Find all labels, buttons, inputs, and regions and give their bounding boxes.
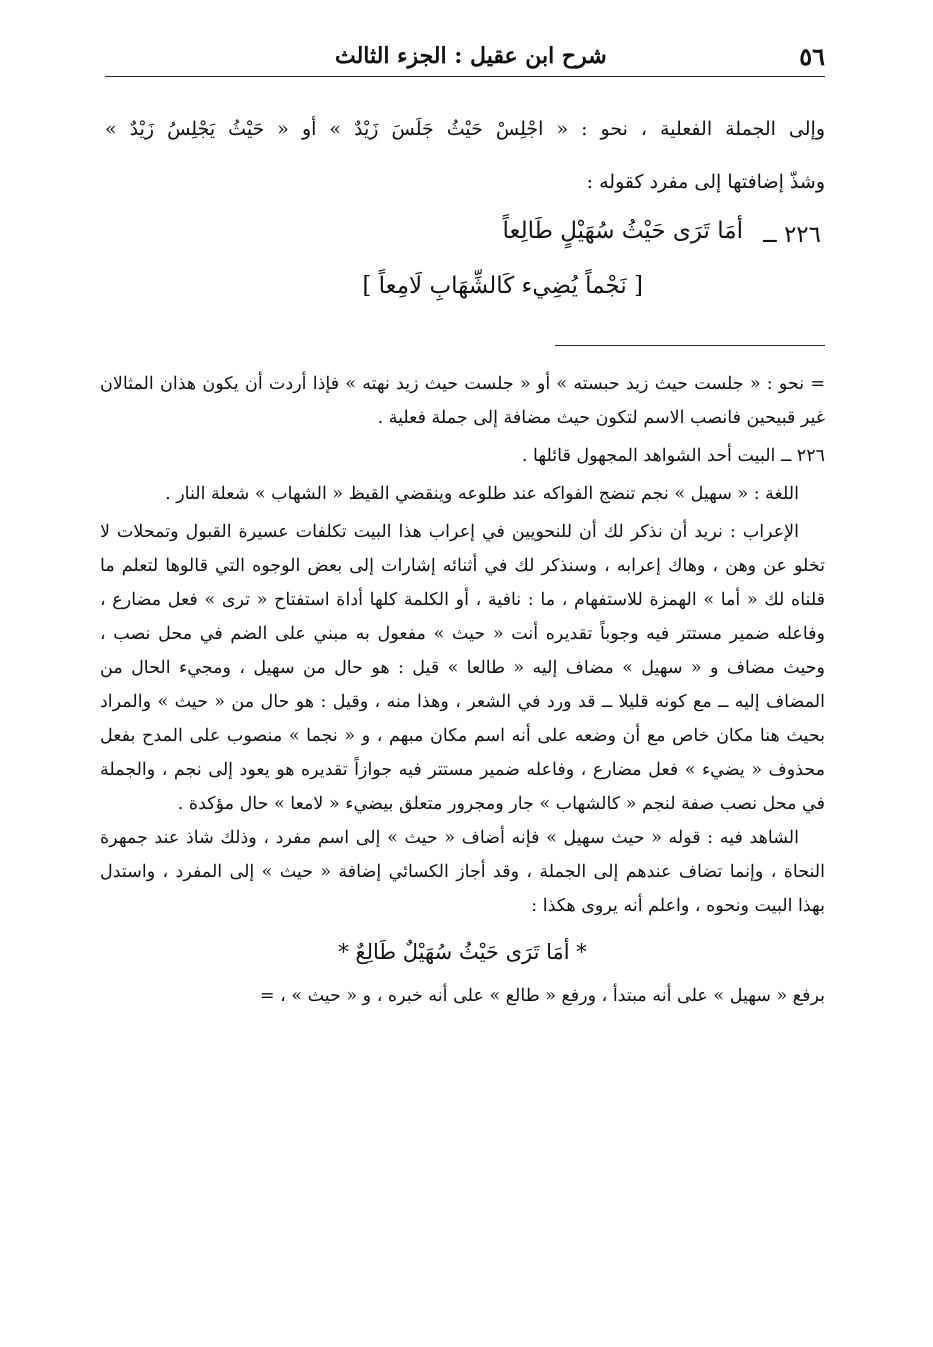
footnote-226-heading: ٢٢٦ ــ البيت أحد الشواهد المجهول قائلها . [521, 446, 825, 466]
footnote-final-line: برفع « سهيل » على أنه مبتدأ ، ورفع « طالع » على أنه خبره ، و « حيث » ، = [259, 986, 825, 1006]
verse-first-hemistich: أمَا تَرَى حَيْثُ سُهَيْلٍ طَالِعاً [502, 218, 743, 244]
page-header [105, 36, 825, 77]
verse-second-hemistich: [ نَجْماً يُضِيء كَالشِّهَابِ لَامِعاً ] [362, 273, 643, 299]
verse-number: ٢٢٦ ــ [763, 222, 821, 248]
footnote-parsing: الإعراب : نريد أن نذكر لك أن للنحويين في إعراب هذا البيت تكلفات عسيرة القبول وتمحلات لا تخلو عن وهن ، وهاك إعرابه ، وسنذكر لك في أثنائه إشارات إلى بعض الوجوه التي قالوها لتعلم ما قلناه لك « أما » الهمزة للاستفهام ، ما : نافية ، أو الكلمة كلها أداة استفتاح « ترى » فعل مضارع ، وفاعله ضمير مستتر فيه وجوباً تقديره أنت « حيث » مفعول به مبني على الضم في محل نصب ، وحيث مضاف و « سهيل » مضاف إليه « طالعا » قيل : هو حال من سهيل ، ومجيء الحال من المضاف إليه ــ مع كونه قليلا ــ قد ورد في الشعر ، وهذا منه ، وقيل : هو حال من « حيث » والمراد بحيث هنا مكان خاص مع أن وضعه على أنه اسم مكان مبهم ، و « نجما » منصوب على المدح بفعل محذوف « يضيء » فعل مضارع ، وفاعله ضمير مستتر فيه جوازاً تقديره هو يعود إلى نجم ، والجملة في محل نصب صفة لنجم « كالشهاب » جار ومجرور متعلق بيضيء « لامعا » حال مؤكدة . [100, 522, 825, 814]
main-text-line-1: وإلى الجملة الفعلية ، نحو : « اجْلِسْ حَيْثُ جَلَسَ زَيْدٌ » أو « حَيْثُ يَجْلِسُ زَيْدٌ » [105, 118, 825, 140]
footnote-verse-variant: * أمَا تَرَى حَيْثُ سُهَيْلٌ طَالِعٌ * [338, 940, 587, 964]
footnote-continuation: = نحو : « جلست حيث زيد حبسته » أو « جلست حيث زيد نهته » فإذا أردت أن يكون هذان المثالان غير قبيحين فانصب الاسم لتكون حيث مضافة إلى جملة فعلية . [100, 374, 825, 428]
page-number: ٥٦ [799, 41, 825, 71]
footnote-evidence: الشاهد فيه : قوله « حيث سهيل » فإنه أضاف « حيث » إلى اسم مفرد ، وذلك شاذ عند جمهرة النحاة ، وإنما تضاف عندهم إلى الجملة ، وقد أجاز الكسائي إضافة « حيث » إلى المفرد ، واستدل بهذا البيت ونحوه ، واعلم أنه يروى هكذا : [100, 828, 825, 916]
main-text-line-2: وشذّ إضافتها إلى مفرد كقوله : [586, 171, 825, 193]
footnote-language: اللغة : « سهيل » نجم تنضج الفواكه عند طلوعه وينقضي القيظ « الشهاب » شعلة النار . [165, 484, 799, 504]
footnote-separator [555, 345, 825, 346]
running-title: شرح ابن عقيل : الجزء الثالث [335, 43, 607, 69]
footnotes [100, 367, 825, 1013]
